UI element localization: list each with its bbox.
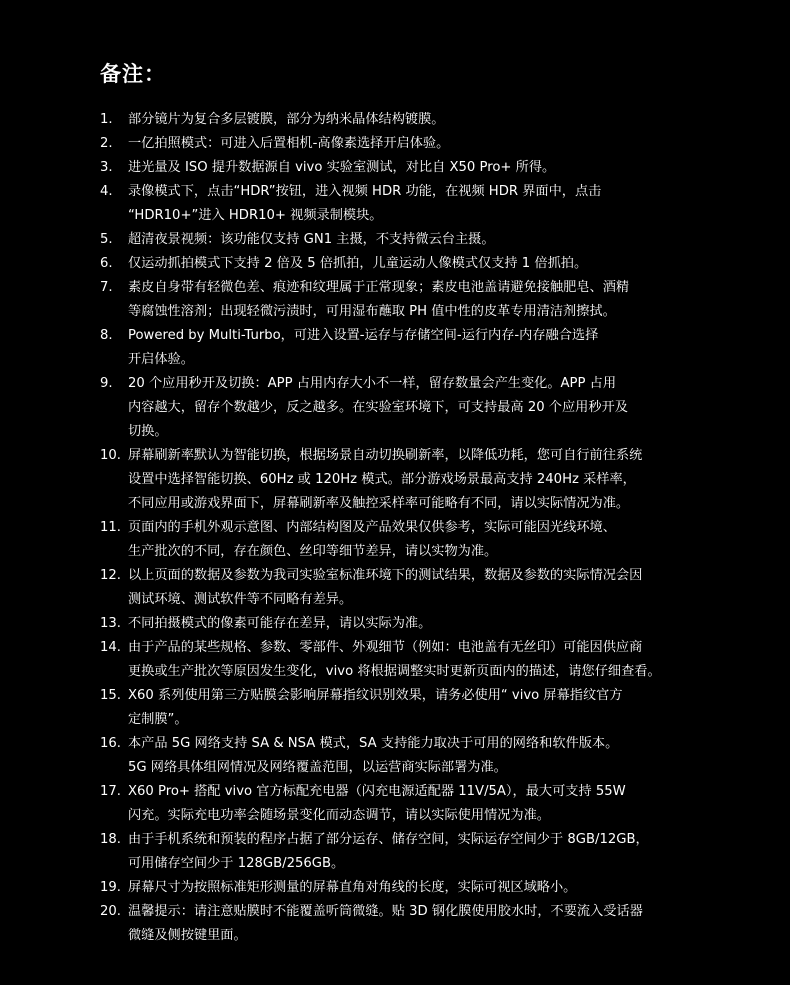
note-line: 定制膜”。 (128, 712, 188, 727)
note-item (100, 252, 720, 276)
note-text (128, 900, 643, 948)
note-item (100, 156, 720, 180)
note-text (128, 780, 626, 828)
note-line: 可用储存空间少于 128GB/256GB。 (128, 856, 345, 871)
note-line: 一亿拍照模式：可进入后置相机-高像素选择开启体验。 (128, 136, 450, 151)
note-number: 19. (100, 880, 121, 895)
note-line: 由于产品的某些规格、参数、零部件、外观细节（例如：电池盖有无丝印）可能因供应商 (128, 640, 643, 655)
note-item (100, 564, 720, 612)
note-line: 闪充。实际充电功率会随场景变化而动态调节，请以实际使用情况为准。 (128, 808, 550, 823)
note-line: 素皮自身带有轻微色差、痕迹和纹理属于正常现象；素皮电池盖请避免接触肥皂、酒精 (128, 280, 630, 295)
note-line: 录像模式下，点击“HDR”按钮，进入视频 HDR 功能，在视频 HDR 界面中，点击 (128, 184, 602, 199)
note-text (128, 516, 616, 564)
note-text (128, 372, 628, 444)
note-item (100, 732, 720, 780)
note-text (128, 876, 576, 900)
note-item (100, 828, 720, 876)
note-text (128, 108, 445, 132)
note-line: 页面内的手机外观示意图、内部结构图及产品效果仅供参考，实际可能因光线环境、 (128, 520, 616, 535)
note-text (128, 732, 618, 780)
note-item (100, 324, 720, 372)
note-text (128, 132, 449, 156)
note-line: 设置中选择智能切换、60Hz 或 120Hz 模式。部分游戏场景最高支持 240Hz 采样率， (128, 472, 636, 487)
note-number: 6. (100, 256, 113, 271)
note-item (100, 612, 720, 636)
note-line: X60 Pro+ 搭配 vivo 官方标配充电器（闪充电源适配器 11V/5A），最大可支持 55W (128, 784, 626, 799)
note-line: 由于手机系统和预装的程序占据了部分运存、储存空间，实际运存空间少于 8GB/12GB， (128, 832, 649, 847)
note-number: 8. (100, 328, 113, 343)
note-text (128, 636, 661, 684)
note-text (128, 828, 649, 876)
note-text (128, 444, 642, 516)
note-line: 仅运动抓拍模式下支持 2 倍及 5 倍抓拍，儿童运动人像模式仅支持 1 倍抓拍。 (128, 256, 588, 271)
note-item (100, 108, 720, 132)
note-line: 以上页面的数据及参数为我司实验室标准环境下的测试结果，数据及参数的实际情况会因 (128, 568, 643, 583)
note-number: 13. (100, 616, 121, 631)
note-item (100, 684, 720, 732)
note-item (100, 780, 720, 828)
note-line: Powered by Multi-Turbo，可进入设置-运存与存储空间-运行内存-内存融合选择 (128, 328, 599, 343)
note-text (128, 684, 623, 732)
note-item (100, 372, 720, 444)
note-text (128, 276, 629, 324)
note-line: 5G 网络具体组网情况及网络覆盖范围，以运营商实际部署为准。 (128, 760, 507, 775)
note-line: 切换。 (128, 424, 168, 439)
note-line: “HDR10+”进入 HDR10+ 视频录制模块。 (128, 208, 383, 223)
note-item (100, 444, 720, 516)
note-number: 4. (100, 184, 113, 199)
note-text (128, 564, 642, 612)
note-text (128, 252, 587, 276)
note-number: 3. (100, 160, 113, 175)
note-number: 10. (100, 448, 121, 463)
note-text (128, 180, 601, 228)
note-number: 11. (100, 520, 121, 535)
note-line: 开启体验。 (128, 352, 194, 367)
note-number: 5. (100, 232, 113, 247)
note-number: 12. (100, 568, 121, 583)
note-number: 14. (100, 640, 121, 655)
note-text (128, 228, 495, 252)
note-line: 屏幕刷新率默认为智能切换，根据场景自动切换刷新率，以降低功耗，您可自行前往系统 (128, 448, 643, 463)
note-item (100, 636, 720, 684)
note-line: 等腐蚀性溶剂；出现轻微污渍时，可用湿布蘸取 PH 值中性的皮革专用清洁剂擦拭。 (128, 304, 616, 319)
note-item (100, 516, 720, 564)
note-line: 进光量及 ISO 提升数据源自 vivo 实验室测试，对比自 X50 Pro+ 所得。 (128, 160, 556, 175)
note-number: 18. (100, 832, 121, 847)
note-item (100, 876, 720, 900)
note-line: 微缝及侧按键里面。 (128, 928, 247, 943)
note-line: 超清夜景视频：该功能仅支持 GN1 主摄，不支持微云台主摄。 (128, 232, 495, 247)
note-line: 20 个应用秒开及切换：APP 占用内存大小不一样，留存数量会产生变化。APP 占用 (128, 376, 617, 391)
note-item (100, 900, 720, 948)
note-item (100, 180, 720, 228)
note-text (128, 612, 431, 636)
note-line: X60 系列使用第三方贴膜会影响屏幕指纹识别效果，请务必使用“ vivo 屏幕指纹官方 (128, 688, 623, 703)
note-number: 20. (100, 904, 121, 919)
note-line: 生产批次的不同，存在颜色、丝印等细节差异，请以实物为准。 (128, 544, 498, 559)
note-number: 1. (100, 112, 113, 127)
note-line: 温馨提示：请注意贴膜时不能覆盖听筒微缝。贴 3D 钢化膜使用胶水时，不要流入受话器 (128, 904, 643, 919)
note-text (128, 156, 555, 180)
note-text (128, 324, 598, 372)
note-item (100, 132, 720, 156)
note-line: 屏幕尺寸为按照标准矩形测量的屏幕直角对角线的长度，实际可视区域略小。 (128, 880, 577, 895)
note-number: 7. (100, 280, 113, 295)
page-title: 备注： (100, 62, 166, 86)
note-item (100, 228, 720, 252)
note-line: 测试环境、测试软件等不同略有差异。 (128, 592, 353, 607)
notes-list (100, 108, 720, 948)
note-number: 17. (100, 784, 121, 799)
note-number: 16. (100, 736, 121, 751)
note-number: 2. (100, 136, 113, 151)
note-line: 不同应用或游戏界面下，屏幕刷新率及触控采样率可能略有不同，请以实际情况为准。 (128, 496, 630, 511)
note-item (100, 276, 720, 324)
note-line: 部分镜片为复合多层镀膜，部分为纳米晶体结构镀膜。 (128, 112, 445, 127)
note-line: 内容越大，留存个数越少，反之越多。在实验室环境下，可支持最高 20 个应用秒开及 (128, 400, 628, 415)
note-line: 不同拍摄模式的像素可能存在差异，请以实际为准。 (128, 616, 432, 631)
note-line: 更换或生产批次等原因发生变化，vivo 将根据调整实时更新页面内的描述，请您仔细查看。 (128, 664, 661, 679)
note-number: 15. (100, 688, 121, 703)
note-number: 9. (100, 376, 113, 391)
note-line: 本产品 5G 网络支持 SA & NSA 模式，SA 支持能力取决于可用的网络和软件版本。 (128, 736, 619, 751)
